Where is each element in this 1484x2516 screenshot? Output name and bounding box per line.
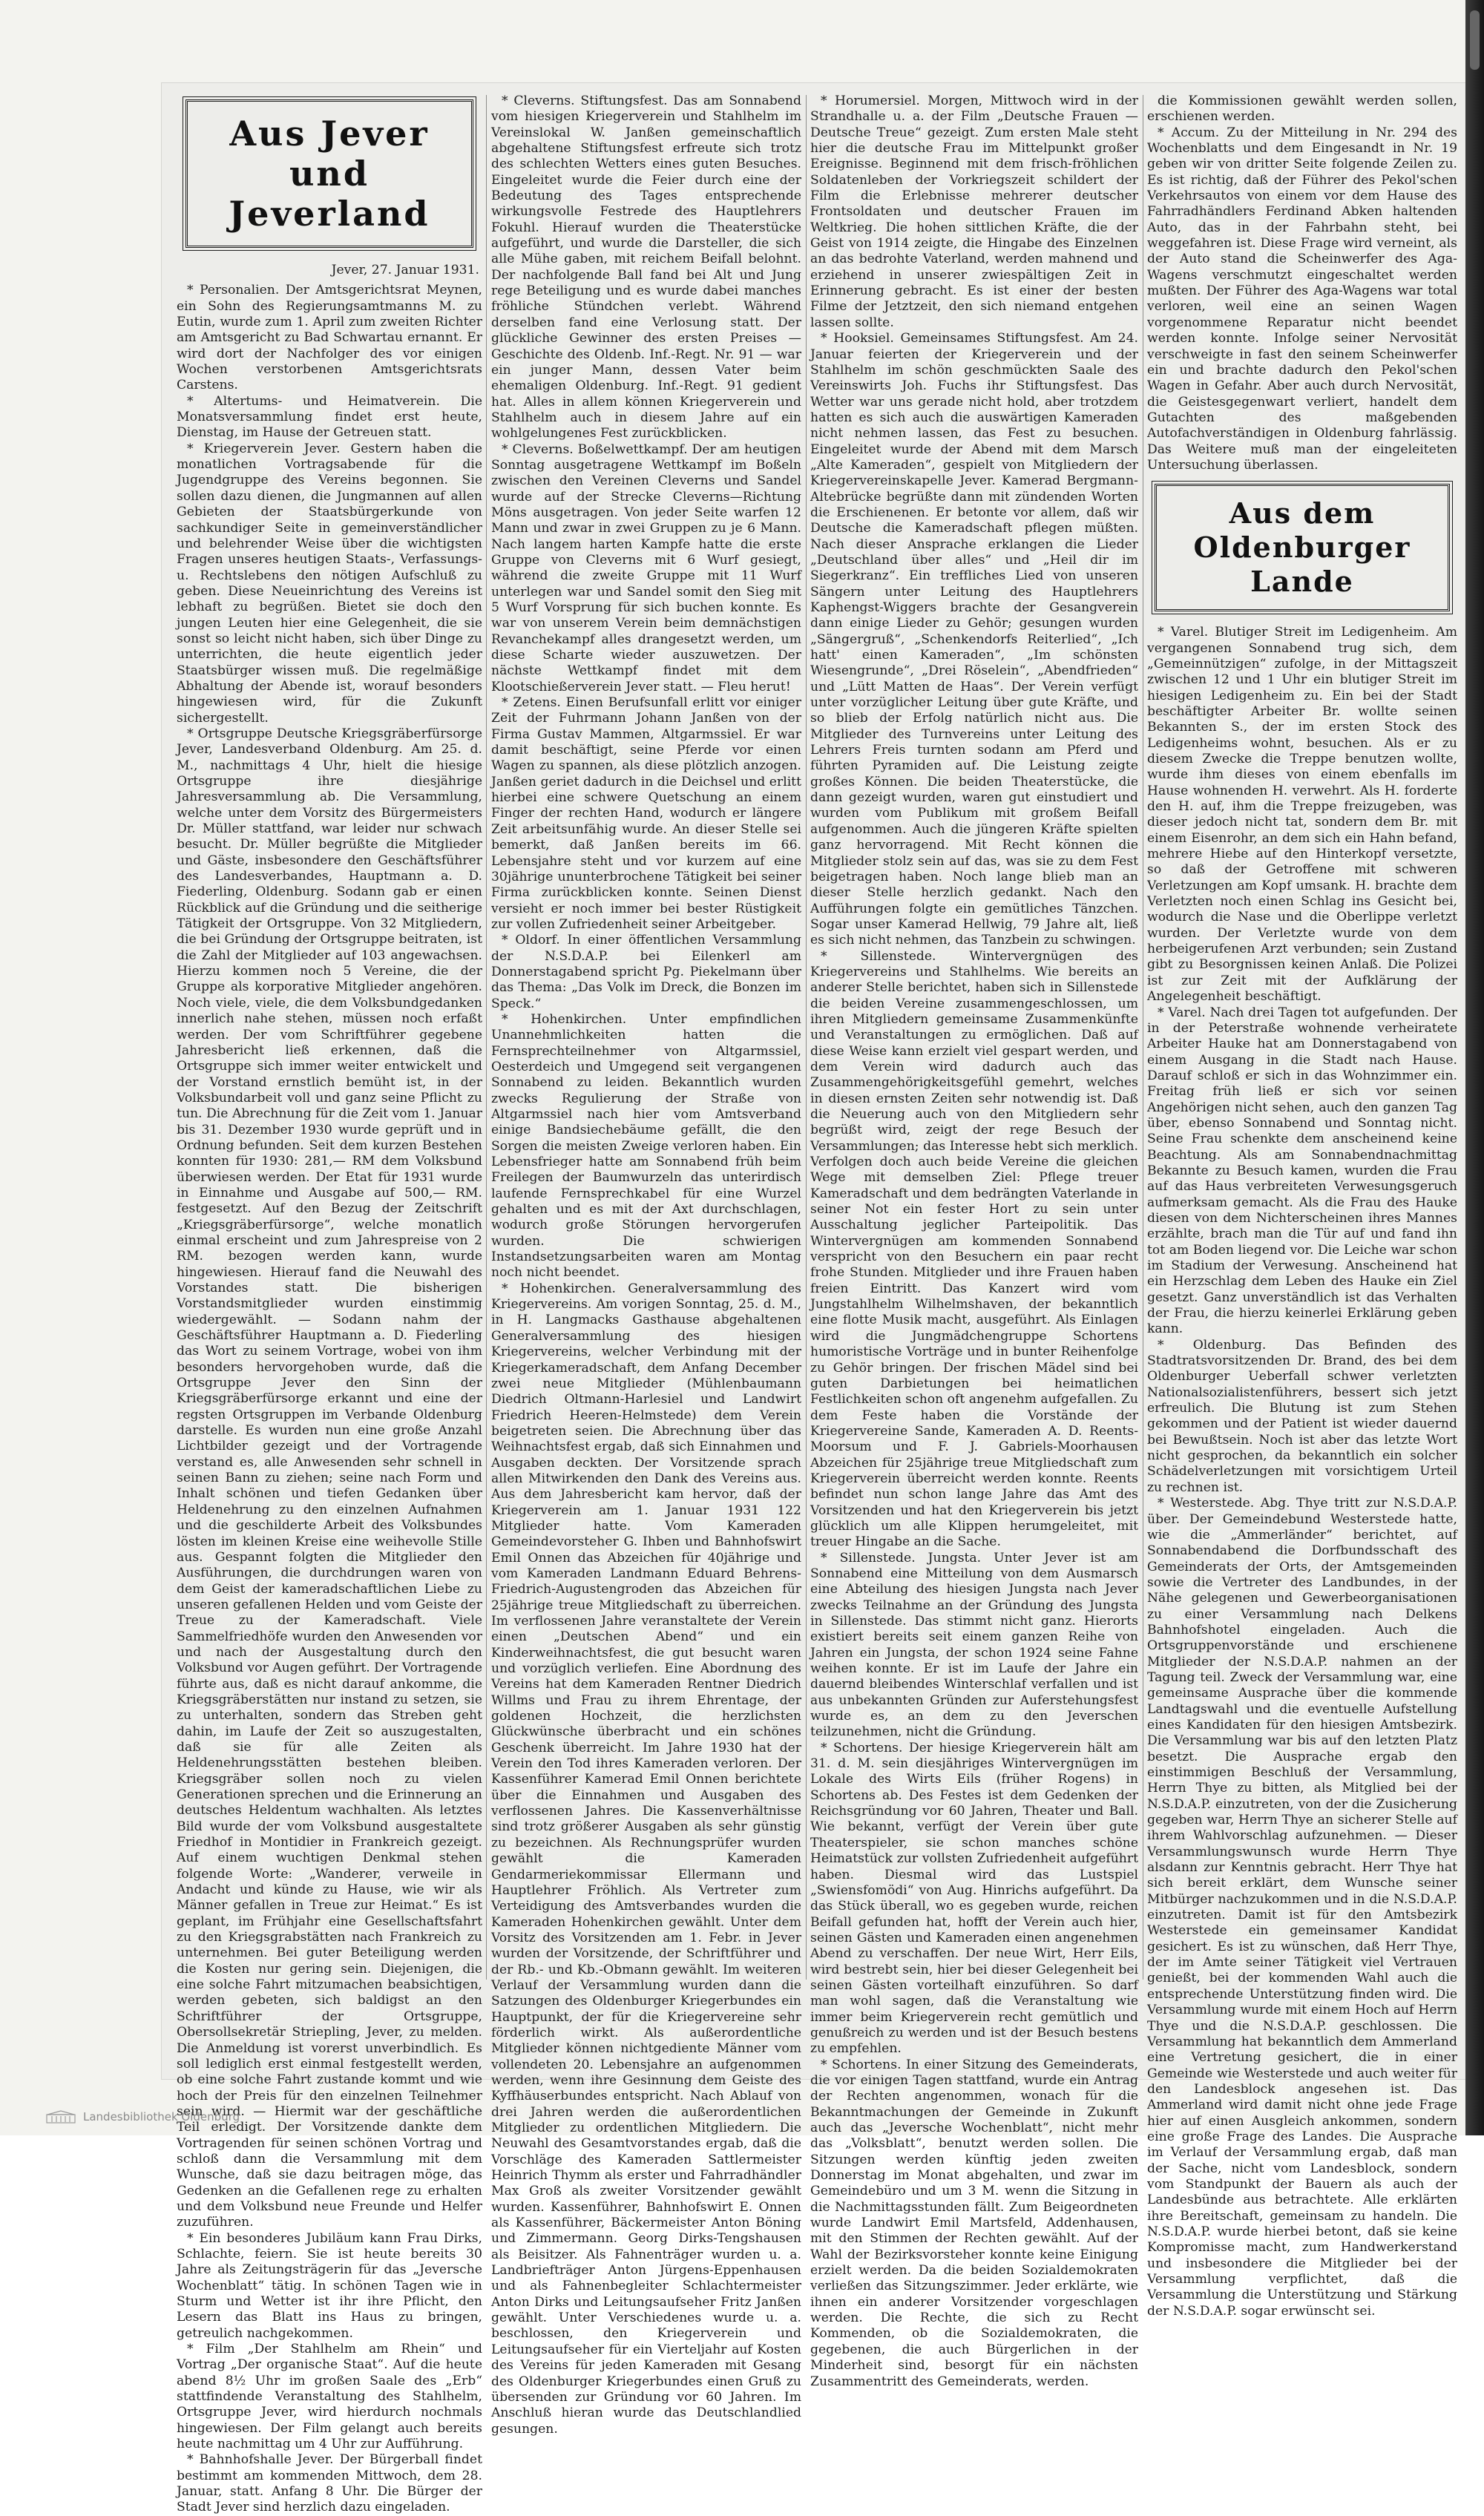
masthead-line: Lande [1250,565,1354,599]
masthead-line: Aus Jever [229,114,430,154]
article-paragraph: * Personalien. Der Amtsgerichtsrat Meynen, ein Sohn des Regierungsamtmanns M. zu Eutin, wurde zum 1. April zum zweiten Richter am Amtsgericht zu Bad Schwartau ernannt. Er wird dort der Nachfolger des vor einigen Wochen verstorbenen Amtsgerichtsrats Carstens. [177,283,482,393]
article-paragraph: * Sillenstede. Jungsta. Unter Jever ist am Sonnabend eine Mitteilung von dem Ausmarsch eine Abteilung des hiesigen Jungsta nach Jever zwecks Teilnahme an der Gründung des Jungsta in Sillenstede. Das stimmt nicht ganz. Hierorts existiert bereits seit einem ganzen Reihe von Jahren ein Jungsta, der schon 1924 seine Fahne weihen konnte. Er ist im Laufe der Jahre ein dauernd bleibendes Winterschlaf verfallen und ist aus unbekannten Gründen zur Auferstehungsfest wurde es, an dem zu den Jeverschen teilzunehmen, nicht die Gründung. [810,1550,1138,1740]
article-paragraph: * Varel. Blutiger Streit im Ledigenheim. Am vergangenen Sonnabend trug sich, dem „Gemeinnützigen“ zufolge, in der Mittagszeit zwischen 12 und 1 Uhr ein blutiger Streit im hiesigen Ledigenheim zu. Ein bei der Stadt beschäftigter Arbeiter Br. wollte seinen Bekannten S., der im ersten Stock des Ledigenheims wohnt, besuchen. Als er zu diesem Zwecke die Treppe benutzen wollte, wurde ihm dieses von einem ebenfalls im Hause wohnenden H. verwehrt. Als H. forderte den H. auf, ihm die Treppe freizugeben, was dieser jedoch nicht tat, sondern dem Br. mit einem Eisenrohr, an dem sich ein Hahn befand, mehrere Hiebe auf den Hinterkopf versetzte, so daß der Getroffene mit schweren Verletzungen am Kopf umsank. H. brachte dem Verletzten noch einen Schlag ins Gesicht bei, wodurch die Nase und die Oberlippe verletzt wurden. Der Verletzte wurde von dem herbeigerufenen Arzt verbunden; sein Zustand gibt zu Besorgnissen keinen Anlaß. Die Polizei ist zur Zeit mit der Aufklärung der Angelegenheit beschäftigt. [1147,625,1457,1005]
masthead-line: und Jeverland [229,154,430,234]
article-paragraph: die Kommissionen gewählt werden sollen, erschienen werden. [1147,93,1457,125]
article-paragraph: * Schortens. In einer Sitzung des Gemeinderats, die vor einigen Tagen stattfand, wurde ein Antrag der Rechten angenommen, wonach für die Bekanntmachungen der Gemeinde in Zukunft auch das „Jeversche Wochenblatt“, nicht mehr das „Volksblatt“, benutzt werden sollen. Die Sitzungen werden künftig jeden zweiten Donnerstag im Monat abgehalten, und zwar im Gemeindebüro und um 3 M. wenn die Sitzung in die Nachmittagsstunden fällt. Zum Beigeordneten wurde Landwirt Emil Martsfeld, Addenhausen, mit den Stimmen der Rechten gewählt. Auf der Wahl der Bezirksvorsteher konnte keine Einigung erzielt werden. Da die beiden Sozialdemokraten verließen das Sitzungszimmer. Jeder erklärte, wie ihnen ein anderer Vorsitzender vorgeschlagen werden. Die Rechte, die sich zu Recht Kommenden, ob die Sozialdemokraten, die gegebenen, die auch Bürgerlichen in der Minderheit sind, besorgt für ein nächsten Zusammentritt des Gemeinderats, werden. [810,2057,1138,2389]
dateline: Jever, 27. Januar 1931. [331,263,479,277]
article-list-bottom [1147,625,1457,2319]
article-paragraph: * Schortens. Der hiesige Kriegerverein hält am 31. d. M. sein diesjähriges Wintervergnügen im Lokale des Wirts Eils (früher Rogens) in Schortens ab. Des Festes ist dem Gedenken der Reichsgründung vor 60 Jahren, Theater und Ball. Wie bekannt, verfügt der Verein über gute Theaterspieler, sie schon manches schöne Heimatstück zur vollsten Zufriedenheit aufgeführt haben. Diesmal wird das Lustspiel „Swiensfomödi“ von Aug. Hinrichs aufgeführt. Da das Stück überall, wo es gegeben wurde, reichen Beifall gefunden hat, hofft der Verein auch hier, seinen Gästen und Kameraden einen angenehmen Abend zu verschaffen. Der neue Wirt, Herr Eils, wird bestrebt sein, hier bei dieser Gelegenheit bei seinen Gästen vorteilhaft einzuführen. So darf man wohl sagen, daß die Veranstaltung wie immer beim Kriegerverein recht gemütlich und genußreich zu werden und ist der Besuch bestens zu empfehlen. [810,1740,1138,2057]
library-watermark [46,2109,240,2125]
column-4 [1147,93,1457,2319]
article-paragraph: * Oldenburg. Das Befinden des Stadtratsvorsitzenden Dr. Brand, des bei dem Oldenburger Ueberfall schwer verletzten Nationalsozialistenführers, bessert sich jetzt erfreulich. Die Blutung ist zum Stehen gekommen und der Patient ist wieder dauernd bei Bewußtsein. Noch ist aber das letzte Wort nicht gesprochen, da bekanntlich ein solcher Schädelverletzungen mit vorsichtigem Urteil zu rechnen ist. [1147,1337,1457,1495]
article-list [491,93,801,2437]
section-masthead-oldenburg [1155,484,1450,611]
article-paragraph: * Bahnhofshalle Jever. Der Bürgerball findet bestimmt am kommenden Mittwoch, dem 28. Januar, statt. Anfang 8 Uhr. Die Bürger der Stadt Jever sind herzlich dazu eingeladen. [177,2452,482,2515]
article-paragraph: * Cleverns. Stiftungsfest. Das am Sonnabend vom hiesigen Kriegerverein und Stahlhelm im Vereinslokal W. Janßen gemeinschaftlich abgehaltene Stiftungsfest erfreute sich trotz des schlechten Wetters eines guten Besuches. Eingeleitet wurde die Feier durch eine der Bedeutung des Tages entsprechende wirkungsvolle Festrede des Hauptlehrers Fokuhl. Hierauf wurden die Theaterstücke aufgeführt, und wurde die Darsteller, die sich alle Mühe gaben, mit reichem Beifall belohnt. Der nachfolgende Ball fand bei Alt und Jung rege Beteiligung und es wurde dabei manches fröhliche Stündchen verlebt. Während derselben fand eine Verlosung statt. Der glückliche Gewinner des ersten Preises — Geschichte des Oldenb. Inf.-Regt. Nr. 91 — war ein junger Mann, dessen Vater beim ehemaligen Oldenburg. Inf.-Regt. 91 gedient hat. Alles in allem können Kriegerverein und Stahlhelm auch in diesem Jahre auf ein wohlgelungenes Fest zurückblicken. [491,93,801,441]
column-rule [486,95,487,1980]
article-paragraph: * Horumersiel. Morgen, Mittwoch wird in der Strandhalle u. a. der Film „Deutsche Frauen — Deutsche Treue“ gezeigt. Zum ersten Male steht hier die deutsche Frau im Mittelpunkt großer Ereignisse. Beginnend mit dem frisch-fröhlichen Soldatenleben der Vorkriegszeit schildert der Film die Erlebnisse mehrerer deutscher Frontsoldaten und deutscher Frauen im Weltkrieg. Die hohen sittlichen Kräfte, die der Geist von 1914 zeigte, die Hingabe des Einzelnen an das bedrohte Vaterland, werden mahnend und erziehend in unserer zwiespältigen Zeit in Erinnerung gebracht. Es ist einer der besten Filme der Jetztzeit, den sich niemand entgehen lassen sollte. [810,93,1138,330]
column-1 [177,93,482,2515]
column-2 [491,93,801,2437]
article-paragraph: * Hohenkirchen. Generalversammlung des Kriegervereins. Am vorigen Sonntag, 25. d. M., in H. Langmacks Gasthause abgehaltenen Generalversammlung des hiesigen Kriegervereins, welcher Verbindung mit der Kriegerkameradschaft, dem Anfang December zwei neue Mitglieder (Mühlenbaumann Diedrich Oltmann-Harlesiel und Landwirt Friedrich Heeren-Helmstede) dem Verein beigetreten seien. Die Abrechnung über das Weihnachtsfest ergab, daß sich Einnahmen und Ausgaben deckten. Der Vorsitzende sprach allen Mitwirkenden den Dank des Vereins aus. Aus dem Jahresbericht kam hervor, daß der Kriegerverein am 1. Januar 1931 122 Mitglieder hatte. Vom Kameraden Gemeindevorsteher G. Ihben und Bahnhofswirt Emil Onnen das Abzeichen für 40jährige und vom Kameraden Landmann Eduard Behrens-Friedrich-Augustengroden das Abzeichen für 25jährige treue Mitgliedschaft zu überreichen. Im verflossenen Jahre veranstaltete der Verein einen „Deutschen Abend“ und ein Kinderweihnachtsfest, die gut besucht waren und vorzüglich verliefen. Eine Abordnung des Vereins hat dem Kameraden Rentner Diedrich Willms und Frau zu ihrem Ehrentage, der goldenen Hochzeit, die herzlichsten Glückwünsche überbracht und ein schönes Geschenk überreicht. Im Jahre 1930 hat der Verein den Tod ihres Kameraden verloren. Der Kassenführer Kamerad Emil Onnen berichtete über die Einnahmen und Ausgaben des verflossenen Jahres. Die Kassenverhältnisse sind trotz größerer Ausgaben als sehr günstig zu bezeichnen. Als Rechnungsprüfer wurden gewählt die Kameraden Gendarmeriekommissar Ellermann und Hauptlehrer Fröhlich. Als Vertreter zum Verteidigung des Amtsverbandes wurden die Kameraden Hohenkirchen gewählt. Unter dem Vorsitz des Vorsitzenden am 1. Febr. in Jever wurden der Vorsitzende, der Schriftführer und der Rb.- und Kb.-Obmann gewählt. Im weiteren Verlauf der Versammlung wurden dann die Satzungen des Oldenburger Kriegerbundes ein Hauptpunkt, der für die Kriegervereine sehr förderlich wirkt. Als außerordentliche Mitglieder können nichtgediente Männer vom vollendeten 20. Lebensjahre an aufgenommen werden, wenn ihre Gesinnung dem Geiste des Kyffhäuserbundes entspricht. Nach Ablauf von drei Jahren werden die außerordentlichen Mitglieder zu ordentlichen Mitgliedern. Die Neuwahl des Gesamtvorstandes ergab, daß die Vorschläge des Kameraden Sattlermeister Heinrich Thymm als erster und Fahrradhändler Max Groß als zweiter Vorsitzender gewählt wurden. Kassenführer, Bahnhofswirt E. Onnen als Kassenführer, Bäckermeister Anton Böning und Zimmermann. Georg Dirks-Tengshausen als Beisitzer. Als Fahnenträger wurden u. a. Landbriefträger Anton Jürgens-Eppenhausen und als Fahnenbegleiter Schlachtermeister Anton Dirks und Leitungsaufseher Fritz Janßen gewählt. Unter Verschiedenes wurde u. a. beschlossen, den Kriegerverein und Leitungsaufseher für ein Vierteljahr auf Kosten des Vereins für jeden Kameraden mit Gesang des Oldenburger Kriegerbundes einen Gruß zu übersenden zur Gründung vor 60 Jahren. Im Anschluß hieran wurde das Deutschlandlied gesungen. [491,1281,801,2437]
article-list-top [1147,93,1457,473]
article-paragraph: * Film „Der Stahlhelm am Rhein“ und Vortrag „Der organische Staat“. Auf die heute abend 8½ Uhr im großen Saale des „Erb“ stattfindende Veranstaltung des Stahlhelm, Ortsgruppe Jever, wird hierdurch nochmals hingewiesen. Der Film gelangt auch bereits heute nachmittag um 4 Uhr zur Aufführung. [177,2342,482,2452]
article-paragraph: * Ein besonderes Jubiläum kann Frau Dirks, Schlachte, feiern. Sie ist heute bereits 30 Jahre als Zeitungsträgerin für das „Jeversche Wochenblatt“ tätig. In schönen Tagen wie in Sturm und Wetter ist ihr ihre Pflicht, den Lesern das Blatt ins Haus zu bringen, getreulich nachgekommen. [177,2230,482,2341]
article-paragraph: * Westerstede. Abg. Thye tritt zur N.S.D.A.P. über. Der Gemeindebund Westerstede hatte, wie die „Ammerländer“ berichtet, auf Sonnabendabend die Dorfbundsschaft des Gemeinderats der Orts, der Amtsgemeinden sowie die Vertreter des Landbundes, in der Nähe gelegenen und Gewerbeorganisationen zu einer Versammlung nach Delkens Bahnhofshotel eingeladen. Auch die Ortsgruppenvorstände und erschienene Mitglieder der N.S.D.A.P. nahmen an der Tagung teil. Zweck der Versammlung war, eine gemeinsame Ausprache über die kommende Landtagswahl und die eventuelle Aufstellung eines Kandidaten für den hiesigen Amtsbezirk. Die Versammlung war bis auf den letzten Platz besetzt. Die Ausprache ergab den einstimmigen Beschluß der Versammlung, Herrn Thye zu bitten, als Mitglied bei der N.S.D.A.P. einzutreten, von der die Zusicherung gegeben war, Herrn Thye an sicherer Stelle auf ihrem Wahlvorschlag aufzunehmen. — Dieser Versammlungswunsch wurde Herrn Thye alsdann zur Kenntnis gebracht. Herr Thye hat sich bereit erklärt, dem Wunsche seiner Mitbürger nachzukommen und in die N.S.D.A.P. einzutreten. Damit ist für den Amtsbezirk Westerstede ein gemeinsamer Kandidat gesichert. Es ist zu wünschen, daß Herr Thye, der im Amte seiner Tätigkeit viel Vertrauen genießt, bei der kommenden Wahl auch die entsprechende Unterstützung finden wird. Die Versammlung wurde mit einem Hoch auf Herrn Thye und die N.S.D.A.P. geschlossen. Die Versammlung hat bekanntlich dem Ammerland eine Vertretung gesichert, die in einer Gemeinde wie Westerstede und auch weiter für den Landesblock angesehen ist. Das Ammerland wird damit nicht ohne jede Frage hier auf einen Ausgleich ankommen, sondern eine große Frage des Landes. Die Ausprache im Verlauf der Versammlung ergab, daß man der Sache, nicht vom Landesblock, sondern vom Standpunkt der Bauern als auch der Landesbünde aus betrachtete. Alle erklärten ihre Bereitschaft, gemeinsam zu handeln. Die N.S.D.A.P. wurde hierbei betont, daß sie keine Kompromisse macht, zum Handwerkerstand und insbesondere die Mitglieder bei der Versammlung verpflichtet, daß die Versammlung die Unterstützung und Stärkung der N.S.D.A.P. sogar erwünscht sei. [1147,1496,1457,2319]
page-edge [1465,0,1484,2135]
article-paragraph: * Varel. Nach drei Tagen tot aufgefunden. Der in der Peterstraße wohnende verheiratete Arbeiter Hauke hat am Donnerstagabend von einem Ausgang in die Stadt nach Hause. Darauf schloß er sich in das Wohnzimmer ein. Freitag früh ließ er sich vor seinen Angehörigen nicht sehen, auch den ganzen Tag über, ebenso Sonnabend und Sonntag nicht. Seine Frau schenkte dem anscheinend keine Beachtung. Als am Sonnabendnachmittag Bekannte zu Besuch kamen, wurden die Frau auf das Haus verbreiteten Verwesungsgeruch aufmerksam gemacht. Als die Frau des Hauke diesen von dem Nichterscheinen ihres Mannes erzählte, brach man die Tür auf und fand ihn tot am Boden liegend vor. Die Leiche war schon im Stadium der Verwesung. Anscheinend hat ein Herzschlag dem Leben des Hauke ein Ziel gesetzt. Ganz unverständlich ist das Verhalten der Frau, die hierzu keinerlei Erklärung geben kann. [1147,1005,1457,1337]
article-list [177,283,482,2515]
page-edge-notch [1470,10,1480,70]
article-list [810,93,1138,2390]
column-3 [810,93,1138,2389]
column-rule [806,95,807,1980]
article-paragraph: * Altertums- und Heimatverein. Die Monatsversammlung findet erst heute, Dienstag, im Hause der Getreuen statt. [177,393,482,441]
article-paragraph: * Zetens. Einen Berufsunfall erlitt vor einiger Zeit der Fuhrmann Johann Janßen von der Firma Gustav Mammen, Altgarmssiel. Er war damit beschäftigt, seine Pferde vor einen Wagen zu spannen, als diese plötzlich anzogen. Janßen geriet dadurch in die Deichsel und erlitt hierbei eine schwere Quetschung an einem Finger der rechten Hand, wodurch er längere Zeit arbeitsunfähig wurde. An dieser Stelle sei bemerkt, daß Janßen bereits im 66. Lebensjahre steht und vor kurzem auf eine 30jährige ununterbrochene Tätigkeit bei seiner Firma zurückblicken konnte. Seinen Dienst versieht er noch immer bei bester Rüstigkeit zur vollen Zufriedenheit seiner Arbeitgeber. [491,695,801,932]
article-paragraph: * Hooksiel. Gemeinsames Stiftungsfest. Am 24. Januar feierten der Kriegerverein und der Stahlhelm im schön geschmückten Saale des Vereinswirts Joh. Fuchs ihr Stiftungsfest. Das Wetter war uns gerade nicht hold, aber trotzdem hatten es sich auch die auswärtigen Kameraden nicht nehmen lassen, das Fest zu besuchen. Eingeleitet wurde der Abend mit dem Marsch „Alte Kameraden“, gespielt von Mitgliedern der Kriegervereinskapelle Jever. Kamerad Bergmann-Altebrücke begrüßte dann mit zündenden Worten die Erschienenen. Er betonte vor allem, daß wir Deutsche die Kameradschaft pflegen müßten. Nach dieser Ansprache erklangen die Lieder „Deutschland über alles“ und „Heil dir im Siegerkranz“. Ein treffliches Lied von unseren Sängern unter Leitung des Hauptlehrers Kaphengst-Wiggers brachte der Gesangverein dann einige Lieder zu Gehör; gesungen wurden „Sängergruß“, „Schenkendorfs Reiterlied“, „Ich hatt' einen Kameraden“, „Im schönsten Wiesengrunde“, „Drei Röselein“, „Abendfrieden“ und „Lütt Matten de Haas“. Der Verein verfügt unter vorzüglicher Leitung über gute Kräfte, und so blieb der Erfolg natürlich nicht aus. Die Mitglieder des Turnvereins unter Leitung des Lehrers Freis turnten sodann am Pferd und führten Pyramiden auf. Die Leistung zeigte großes Können. Die beiden Theaterstücke, die dann gezeigt wurden, waren gut einstudiert und wurden vom Publikum mit großem Beifall aufgenommen. Auch die jüngeren Kräfte spielten ganz hervorragend. Mit Recht können die Mitglieder stolz sein auf das, was sie zu dem Fest beigetragen haben. Noch lange blieb man an dieser Stelle herzlich gedankt. Nach den Aufführungen folgte ein gemütliches Tänzchen. Sogar unser Kamerad Hellwig, 79 Jahre alt, ließ es sich nicht nehmen, das Tanzbein zu schwingen. [810,331,1138,948]
watermark-label: Landesbibliothek Oldenburg [83,2110,240,2124]
article-paragraph: * Oldorf. In einer öffentlichen Versammlung der N.S.D.A.P. bei Eilenkerl am Donnerstagabend spricht Pg. Piekelmann über das Thema: „Das Volk im Dreck, die Bonzen im Speck.“ [491,933,801,1011]
article-paragraph: * Sillenstede. Wintervergnügen des Kriegervereins und Stahlhelms. Wie bereits an anderer Stelle berichtet, haben sich in Sillenstede die beiden Vereine zusammengeschlossen, um ihren Mitgliedern gemeinsame Zusammenkünfte und Veranstaltungen zu ermöglichen. Daß auf diese Weise kann erzielt viel gespart werden, und dem Verein wird dadurch auch das Zusammengehörigkeitsgefühl gemehrt, welches in diesen ernsten Zeiten sehr notwendig ist. Daß die Neuerung auch von den Mitgliedern sehr begrüßt wird, zeigt der rege Besuch der Versammlungen; das Interesse hebt sich merklich. Verfolgen doch auch beide Vereine die gleichen Wege mit demselben Ziel: Pflege treuer Kameradschaft und dem bedrängten Vaterlande in seiner Not ein fester Hort zu sein unter Ausschaltung jeglicher Parteipolitik. Das Wintervergnügen am kommenden Sonnabend verspricht von den Besuchern ein paar recht frohe Stunden. Mitglieder und ihre Frauen haben freien Eintritt. Das Kanzert wird vom Jungstahlhelm Wilhelmshaven, der bekanntlich eine flotte Musik macht, ausgeführt. Als Einlagen wird die Jungmädchengruppe Schortens humoristische Vorträge und in bunter Reihenfolge zu Gehör bringen. Der frischen Mädel sind bei guten Darbietungen bei heimatlichen Festlichkeiten schon oft angenehm aufgefallen. Zu dem Feste haben die Vorstände der Kriegervereine Sande, Kameraden A. D. Reents-Moorsum und F. J. Gabriels-Moorhausen Abzeichen für 25jährige treue Mitgliedschaft zum Kriegerverein überreicht werden konnte. Reents befindet nun schon lange Jahre das Amt des Vorsitzenden und hat den Kriegerverein bis jetzt glücklich um alle Klippen herumgeleitet, mit treuer Hingabe an die Sache. [810,948,1138,1550]
article-paragraph: * Cleverns. Boßelwettkampf. Der am heutigen Sonntag ausgetragene Wettkampf im Boßeln zwischen den Vereinen Cleverns und Sandel wurde auf der Strecke Cleverns—Richtung Möns ausgetragen. Von jeder Seite warfen 12 Mann und zwar in zwei Gruppen zu je 6 Mann. Nach langem harten Kampfe hatte die erste Gruppe von Cleverns mit 6 Wurf gesiegt, während die zweite Gruppe mit 11 Wurf unterlegen war und Sandel somit den Sieg mit 5 Wurf Vorsprung für sich buchen konnte. Es war von unserem Verein beim demnächstigen Revanchekampf alles drangesetzt werden, um diese Scharte wieder auszuwetzen. Der nächste Wettkampf findet mit dem Klootschießerverein Jever statt. — Fleu herut! [491,441,801,694]
article-paragraph: * Kriegerverein Jever. Gestern haben die monatlichen Vortragsabende für die Jugendgruppe des Vereins begonnen. Sie sollen dazu dienen, die Jungmannen auf allen Gebieten der Staatsbürgerkunde von sachkundiger Seite in gemeinverständlicher und belehrender Weise über die wichtigsten Fragen unseres heutigen Staats-, Verfassungs- u. Rechtslebens den nötigen Aufschluß zu geben. Diese Neueinrichtung des Vereins ist lebhaft zu begrüßen. Bietet sie doch den jungen Leuten hier eine Gelegenheit, die sie sonst so leicht nicht haben, sich über Dinge zu unterrichten, die heute eigentlich jeder Staatsbürger wissen muß. Die regelmäßige Abhaltung der Abende ist, worauf besonders hingewiesen wird, für die Zukunft sichergestellt. [177,441,482,726]
article-paragraph: * Ortsgruppe Deutsche Kriegsgräberfürsorge Jever, Landesverband Oldenburg. Am 25. d. M., nachmittags 4 Uhr, hielt die hiesige Ortsgruppe ihre diesjährige Jahresversammlung ab. Die Versammlung, welche unter dem Vorsitz des Bürgermeisters Dr. Müller stattfand, war leider nur schwach besucht. Dr. Müller begrüßte die Mitglieder und Gäste, insbesondere den Geschäftsführer des Landesverbandes, Hauptmann a. D. Fiederling, Oldenburg. Sodann gab er einen Rückblick auf die Gründung und die seitherige Tätigkeit der Ortsgruppe. Von 32 Mitgliedern, die bei Gründung der Ortsgruppe beitraten, ist die Zahl der Mitglieder auf 103 angewachsen. Hierzu kommen noch 5 Vereine, die der Gruppe als korporative Mitglieder angehören. Noch viele, viele, die dem Volksbundgedanken innerlich nahe stehen, müssen noch erfaßt werden. Der vom Schriftführer gegebene Jahresbericht ließ erkennen, daß die Ortsgruppe sich immer weiter entwickelt und der Vorstand ernstlich bemüht ist, in der Volksbundarbeit voll und ganz seine Pflicht zu tun. Die Abrechnung für die Zeit vom 1. Januar bis 31. Dezember 1930 wurde geprüft und in Ordnung befunden. Seit dem kurzen Bestehen konnten für 1930: 281,— RM dem Volksbund überwiesen werden. Der Etat für 1931 wurde in Einnahme und Ausgabe auf 500,— RM. festgesetzt. Auf den Bezug der Zeitschrift „Kriegsgräberfürsorge“, welche monatlich einmal erscheint und zum Jahrespreise von 2 RM. bezogen werden kann, wurde hingewiesen. Hierauf fand die Neuwahl des Vorstandes statt. Die bisherigen Vorstandsmitglieder wurden einstimmig wiedergewählt. — Sodann nahm der Geschäftsführer Hauptmann a. D. Fiederling das Wort zu seinem Vortrage, wobei von ihm besonders hervorgehoben wurde, daß die Ortsgruppe Jever den Sinn der Kriegsgräberfürsorge erkannt und eine der regsten Ortsgruppen im Verbande Oldenburg darstelle. Es wurden nun eine große Anzahl Lichtbilder gezeigt und der Vortragende verstand es, alle Anwesenden sehr schnell in seinen Bann zu ziehen; seine nach Form und Inhalt schönen und tiefen Gedanken über Heldenehrung zu den einzelnen Aufnahmen und die geschilderte Arbeit des Volksbundes lösten im kleinen Kreise eine weihevolle Stille aus. Gespannt folgten die Mitglieder den Ausführungen, die durchdrungen waren von dem Geist der kameradschaftlichen Liebe zu unseren gefallenen Helden und vom Geiste der Treue zu der Kameradschaft. Viele Sammelfriedhöfe wurden den Anwesenden vor und nach der Ausgestaltung durch den Volksbund vor Augen geführt. Der Vortragende führte aus, daß es nicht darauf ankomme, die Kriegsgräberstätten nur instand zu setzen, sie zu unterhalten, sondern das Streben geht dahin, im Laufe der Zeit so auszugestalten, daß sie für alle Zeiten als Heldenehrungsstätten bestehen bleiben. Kriegsgräber sollen noch zu vielen Generationen sprechen und die Erinnerung an deutsches Heldentum wachhalten. Als letztes Bild wurde der vom Volksbund ausgestaltete Friedhof in Montidier in Frankreich gezeigt. Auf einem wuchtigen Denkmal stehen folgende Worte: „Wanderer, verweile in Andacht und künde zu Hause, wie wir als Männer gefallen in Treue zur Heimat.“ Es ist geplant, im Frühjahr eine Gesellschaftsfahrt zu den Kriegsgrabstätten nach Frankreich zu unternehmen. Bei guter Beteiligung werden die Kosten nur gering sein. Diejenigen, die eine solche Fahrt mitzumachen beabsichtigen, werden gebeten, sich baldigst an den Schriftführer der Ortsgruppe, Obersollsekretär Striepling, Jever, zu melden. Die Anmeldung ist vorerst unverbindlich. Es soll lediglich erst einmal festgestellt werden, ob eine solche Fahrt zustande kommt und wie hoch der Preis für den einzelnen Teilnehmer sein wird. — Hiermit war der geschäftliche Teil erledigt. Der Vorsitzende dankte dem Vortragenden für seinen schönen Vortrag und schloß dann die Versammlung mit dem Wunsche, daß sie dazu beitragen möge, das Gedenken an die Gefallenen rege zu erhalten und dem Volksbund neue Freunde und Helfer zuzuführen. [177,726,482,2230]
masthead-line: Aus dem Oldenburger [1193,496,1411,565]
section-masthead-jever [186,99,473,248]
article-paragraph: * Hohenkirchen. Unter empfindlichen Unannehmlichkeiten hatten die Fernsprechteilnehmer von Altgarmssiel, Oesterdeich und Umgegend seit vergangenen Sonnabend zu leiden. Bekanntlich wurden zwecks Regulierung der Straße von Altgarmssiel nach hier vom Amtsverband einige Bandsiechebäume gefällt, die den Sorgen die meisten Zweige verloren haben. Ein Lebensfrieger hatte am Sonnabend früh beim Freilegen der Baumwurzeln das unterirdisch laufende Fernsprechkabel für eine Wurzel gehalten und es mit der Axt durchschlagen, wodurch große Störungen hervorgerufen wurden. Die schwierigen Instandsetzungsarbeiten waren am Montag noch nicht beendet. [491,1011,801,1281]
library-building-icon [46,2110,76,2124]
article-paragraph: * Accum. Zu der Mitteilung in Nr. 294 des Wochenblatts und dem Eingesandt in Nr. 19 geben wir von dritter Seite folgende Zeilen zu. Es ist richtig, daß der Führer des Pekol'schen Verkehrsautos von einem vor dem Hause des Fahrradhändlers Ferdinand Abken haltenden Auto, das in der Fahrbahn steht, bei weggefahren ist. Diese Frage wird verneint, als der Auto stand die Scheinwerfer des Aga-Wagens verschmutzt eingeschaltet werden mußten. Der Führer des Aga-Wagens war total verloren, weil eine an seinen Wagen vorgenommene Reparatur nicht beendet werden konnte. Infolge seiner Nervosität verschweigte in fast den seinem Scheinwerfer ein und brachte dadurch den Pekol'schen Wagen in Gefahr. Aber auch durch Nervosität, die Geistesgegenwart verliert, handelt dem Gutachten des maßgebenden Autofachverständigen in Oldenburg fahrlässig. Das Weitere muß man der eingeleiteten Untersuchung überlassen. [1147,125,1457,473]
